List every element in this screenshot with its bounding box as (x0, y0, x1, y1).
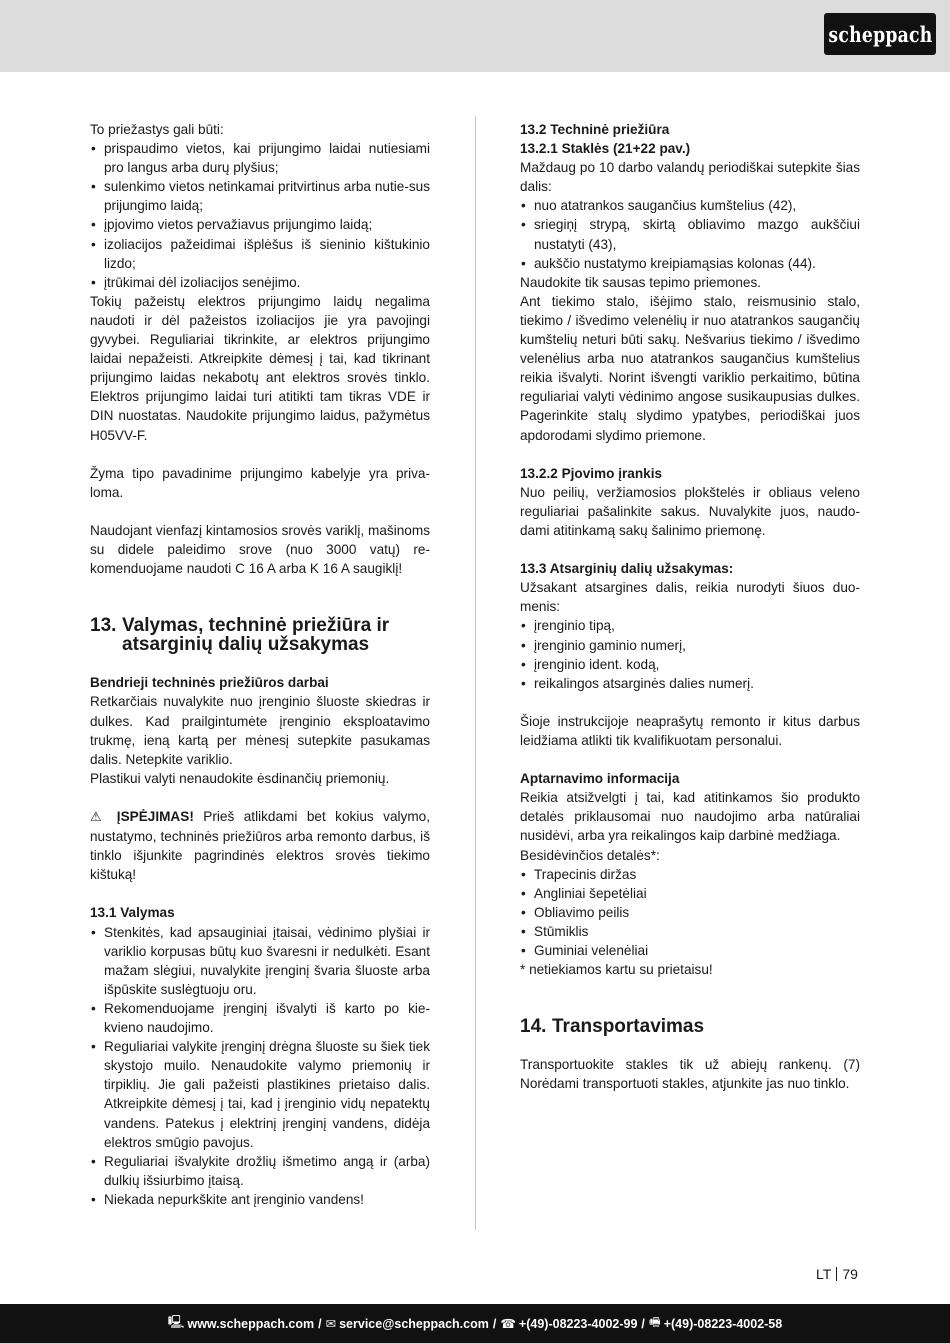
spare-parts-list (520, 616, 860, 692)
list-item: • Angliniai šepetėliai (520, 884, 860, 903)
page-number (816, 1266, 858, 1282)
brand-logo-text: scheppach (827, 21, 933, 47)
cleaning-list (90, 923, 430, 1209)
fuse-paragraph: Naudojant vienfazį kintamosios srovės variklį, mašinoms su didele paleidimo srove (nuo 3000 vatų) rekomenduojame naudoti C 16 A arba K 16 A saugiklį! (90, 522, 430, 577)
general-maintenance-text-2: Plastikui valyti nenaudokite ėsdinančių priemonių. (90, 770, 390, 786)
service-info-heading: Aptarnavimo informacija (520, 771, 680, 787)
list-item: • aukščio nustatymo kreipiamąsias kolonas (44). (520, 254, 860, 273)
causes-list (90, 139, 430, 292)
fax-icon: 🖷 (648, 1314, 661, 1329)
right-column (520, 120, 860, 1094)
cable-paragraph: Tokių pažeistų elektros prijungimo laidų negalima naudoti ir dėl pažeistos izoliacijos jie yra pavojingi gyvybei. Reguliariai tikrinkite, ar elektros prijungimo laidai nepažeisti. Atkreipkite dėmesį į tai, kad tikrinant prijungimo laidas nekabotų ant elektros srovės tinklo. Elektros prijungimo laidai turi atitikti tam tikras VDE ir DIN nuostatas. Naudokite prijungimo laidus, pažymėtus H05VV-F. (90, 293, 430, 443)
list-item: • Reguliariai išvalykite drožlių išmetimo angą ir (arba) dulkių išsiurbimo įtaisą. (90, 1152, 430, 1190)
wear-parts-intro: Besidėvinčios detalės*: (520, 847, 660, 863)
list-item: • Obliavimo peilis (520, 903, 860, 922)
computer-icon: 🖳 (167, 1314, 185, 1329)
section-14-number: 14. (520, 1016, 547, 1038)
list-item: • įrenginio ident. kodą, (520, 655, 860, 674)
service-info-text: Reikia atsižvelgti į tai, kad atitinkamos šio produkto detalės priklausomai nuo naudojimo arba natūraliai nusidėvi, arba yra reikalingos kaip darbinė medžiaga. (520, 790, 860, 844)
page-language: LT (816, 1266, 832, 1282)
list-item: • Rekomenduojame įrenginį išvalyti iš karto po kiekvieno naudojimo. (90, 999, 430, 1037)
list-item: • įtrūkimai dėl izoliacijos senėjimo. (90, 273, 430, 292)
section-14-title: Transportavimas (552, 1016, 705, 1038)
warning-label: ĮSPĖJIMAS! (116, 809, 194, 824)
mail-icon: ✉ (325, 1316, 337, 1331)
bench-intro: Maždaug po 10 darbo valandų periodiškai sutepkite šias dalis: (520, 160, 860, 195)
wear-parts-list (520, 865, 860, 960)
transport-text: Transportuokite stakles tik už abiejų rankenų. (7) Norėdami transportuoti stakles, atjunkite jas nuo tinklo. (520, 1057, 860, 1092)
footer-separator: / (318, 1316, 322, 1331)
page-number-separator (836, 1267, 837, 1281)
footer-phone: +(49)-08223-4002-99 (518, 1316, 638, 1331)
list-item: • nuo atatrankos saugančius kumštelius (42), (520, 196, 860, 215)
cutting-tool-text: Nuo peilių, veržiamosios plokštelės ir obliaus veleno reguliariai pašalinkite sakus. Nuvalykite juos, naudodami atitinkamą sakų šalinimo priemonę. (520, 484, 860, 538)
cutting-tool-heading: 13.2.2 Pjovimo įrankis (520, 465, 663, 481)
list-item: • įrenginio tipą, (520, 616, 860, 635)
causes-intro: To priežastys gali būti: (90, 122, 224, 137)
list-item: • prispaudimo vietos, kai prijungimo laidai nutiesiami pro langus arba durų plyšius; (90, 139, 430, 177)
list-item: • Guminiai velenėliai (520, 941, 860, 960)
cleaning-heading: 13.1 Valymas (90, 905, 175, 921)
section-13-heading (90, 616, 430, 654)
list-item: • Trapecinis diržas (520, 865, 860, 884)
footer-email: service@scheppach.com (339, 1316, 489, 1331)
column-divider (475, 116, 476, 1230)
section-13-title: Valymas, techninė priežiūra ir atsarginių dalių užsakymas (122, 615, 390, 656)
bench-note: Naudokite tik sausas tepimo priemones. (520, 274, 762, 290)
list-item: • reikalingos atsarginės dalies numerį. (520, 674, 860, 693)
list-item: • izoliacijos pažeidimai išplėšus iš sieninio kištukinio lizdo; (90, 235, 430, 273)
warning-triangle-icon: ⚠ (90, 810, 108, 825)
footer-fax: +(49)-08223-4002-58 (663, 1316, 783, 1331)
list-item: • Niekada nepurkškite ant įrenginio vandens! (90, 1190, 430, 1209)
bench-heading: 13.2.1 Staklės (21+22 pav.) (520, 141, 691, 157)
spare-parts-intro: Užsakant atsargines dalis, reikia nurodyti šiuos duomenis: (520, 580, 860, 615)
cable-marking-paragraph: Žyma tipo pavadinime prijungimo kabelyje yra privaloma. (90, 465, 430, 500)
warning-paragraph (90, 807, 430, 884)
left-column (90, 120, 430, 1209)
repair-text: Šioje instrukcijoje neaprašytų remonto ir kitus darbus leidžiama atlikti tik kvalifikuotam personalui. (520, 713, 860, 748)
lubrication-list (520, 196, 860, 272)
bench-text: Ant tiekimo stalo, išėjimo stalo, reismusinio stalo, tiekimo / išvedimo velenėlių ir nuo atatrankos saugančių kumštelių neturi būti sakų. Nešvarius tiekimo / išvedimo velenėlius arba nuo atatrankos saugančius kumštelius reikia išvalyti. Norint išvengti variklio perkaitimo, būtina reguliariai valyti vėdinimo angose susikaupusias dulkes. Pagerinkite stalų slydimo ypatybes, periodiškai juos apdorodami slydimo priemone. (520, 293, 860, 443)
list-item: • įrenginio gaminio numerį, (520, 636, 860, 655)
general-maintenance-heading: Bendrieji techninės priežiūros darbai (90, 675, 329, 691)
list-item: • įpjovimo vietos pervažiavus prijungimo laidą; (90, 215, 430, 234)
spare-parts-heading: 13.3 Atsarginių dalių užsakymas: (520, 561, 734, 577)
list-item: • sriegiņį strypą, skirtą obliavimo mazgo aukščiui nustatyti (43), (520, 215, 860, 253)
footer-separator: / (641, 1316, 645, 1331)
brand-logo (824, 13, 936, 55)
footer-separator: / (492, 1316, 497, 1331)
list-item: • Stūmiklis (520, 922, 860, 941)
list-item: • Reguliariai valykite įrenginį drėgna šluoste su šiek tiek skystojo muilo. Nenaudokite valymo priemonių ir tirpiklių. Jie gali pažeisti plastikines prietaiso dalis. Atkreipkite dėmesį į tai, kad į įrenginio vidų nepatektų vandens. Patekus į elektrinį įrenginį vandens, didėja elektros smūgio pavojus. (90, 1037, 430, 1152)
list-item: • sulenkimo vietos netinkamai pritvirtinus arba nutie-sus prijungimo laidą; (90, 177, 430, 215)
footer-bar (0, 1304, 950, 1343)
list-item: • Stenkitės, kad apsauginiai įtaisai, vėdinimo plyšiai ir variklio korpusas būtų kuo švaresni ir nedulkėti. Esant mažam slėgiui, nuvalykite įrenginį švaria šluoste arba išpūskite suslėgtuoju oru. (90, 923, 430, 999)
header-band (0, 0, 950, 72)
page-number-value: 79 (842, 1266, 858, 1282)
general-maintenance-text: Retkarčiais nuvalykite nuo įrenginio šluoste skiedras ir dulkes. Kad prailgintumėte įrenginio eksploatavimo trukmę, ieną kartą per mėnesį sutepkite pasukamas dalis. Netepkite variklio. (90, 694, 430, 767)
warning-text: Prieš atlikdami bet kokius valymo, nustatymo, techninės priežiūros arba remonto darbus, iš tinklo išjunkite pagrindinės elektros srovės tiekimo kištuką! (90, 809, 430, 883)
section-14-heading (520, 1017, 860, 1036)
maintenance-heading: 13.2 Techninė priežiūra (520, 122, 670, 137)
wear-parts-note: * netiekiamos kartu su prietaisu! (520, 962, 713, 978)
section-13-number: 13. (90, 615, 117, 637)
phone-icon: ☎ (500, 1316, 516, 1331)
footer-website: www.scheppach.com (187, 1316, 315, 1331)
